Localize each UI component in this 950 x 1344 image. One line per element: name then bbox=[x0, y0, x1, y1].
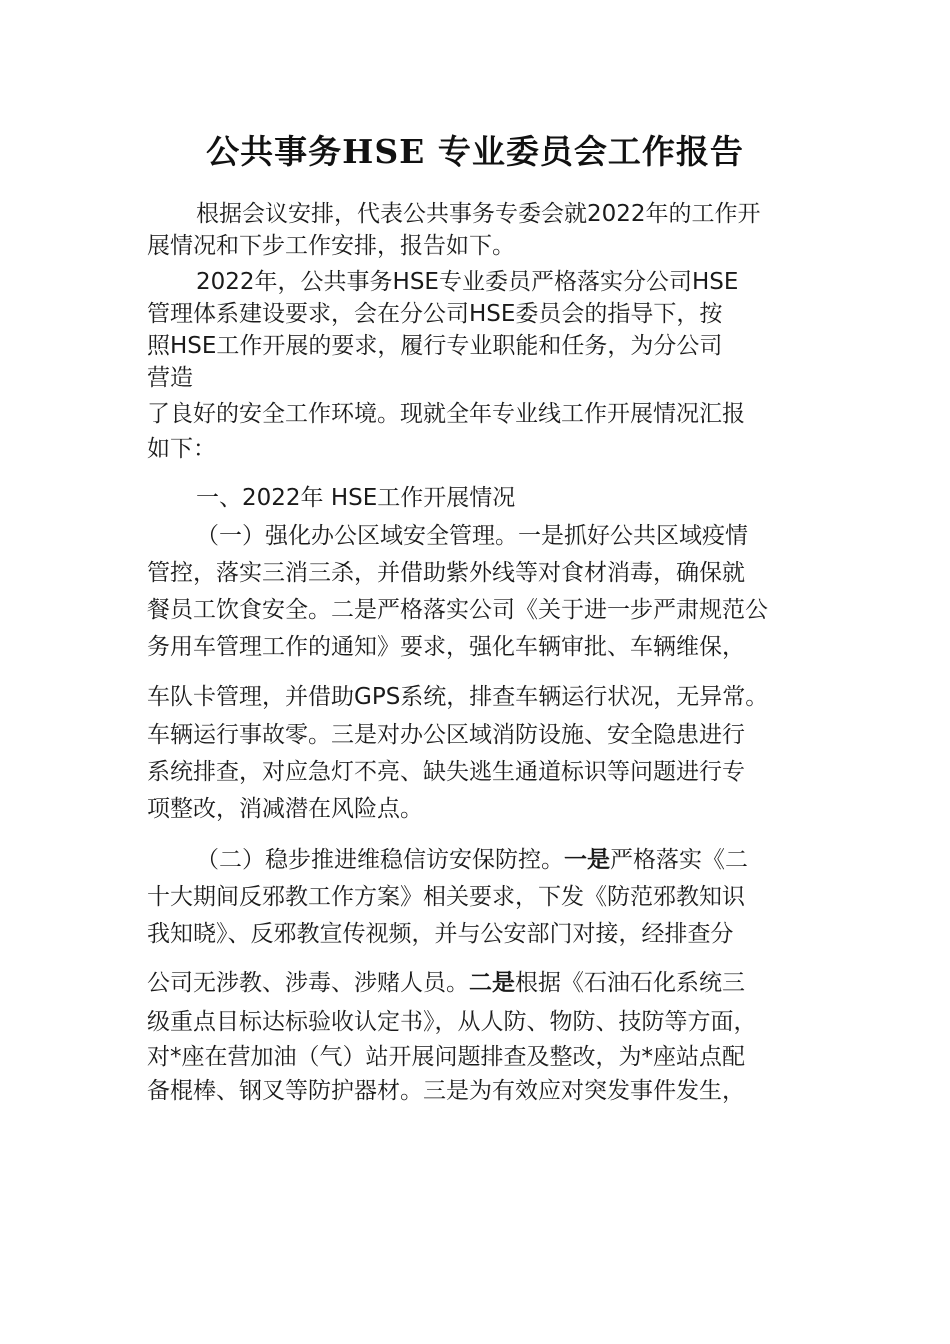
text-run: 严格落实《二 bbox=[610, 847, 748, 873]
text-line: 餐员工饮食安全。二是严格落实公司《关于进一步严肃规范公 bbox=[147, 597, 768, 623]
text-line bbox=[147, 968, 745, 998]
text-line: 了良好的安全工作环境。现就全年专业线工作开展情况汇报 bbox=[147, 401, 745, 427]
text-line: 我知晓》、反邪教宣传视频，并与公安部门对接，经排查分 bbox=[147, 921, 734, 947]
text-line: 级重点目标达标验收认定书》，从人防、物防、技防等方面， bbox=[147, 1009, 757, 1035]
text-line: 十大期间反邪教工作方案》相关要求，下发《防范邪教知识 bbox=[147, 884, 745, 910]
text-line: 项整改，消减潜在风险点。 bbox=[147, 796, 423, 822]
text-line: 备棍棒、钢叉等防护器材。三是为有效应对突发事件发生， bbox=[147, 1078, 745, 1104]
text-line: 系统排查，对应急灯不亮、缺失逃生通道标识等问题进行专 bbox=[147, 759, 745, 785]
text-line: 车队卡管理，并借助GPS系统，排查车辆运行状况，无异常。 bbox=[147, 684, 769, 710]
bold-run: 一是 bbox=[564, 847, 610, 873]
text-line: 务用车管理工作的通知》要求，强化车辆审批、车辆维保， bbox=[147, 634, 745, 660]
text-line bbox=[196, 845, 748, 875]
document-title: 公共事务HSE 专业委员会工作报告 bbox=[206, 132, 744, 171]
section-heading: 一、2022年 HSE工作开展情况 bbox=[196, 485, 516, 511]
text-line: 管控，落实三消三杀，并借助紫外线等对食材消毒，确保就 bbox=[147, 560, 745, 586]
text-run: 根据《石油石化系统三 bbox=[515, 970, 745, 996]
text-line: 根据会议安排，代表公共事务专委会就2022年的工作开 bbox=[196, 201, 761, 227]
text-line: 车辆运行事故零。三是对办公区域消防设施、安全隐患进行 bbox=[147, 722, 745, 748]
text-line: 对*座在营加油（气）站开展问题排查及整改，为*座站点配 bbox=[147, 1044, 745, 1070]
text-run: （二）稳步推进维稳信访安保防控。 bbox=[196, 847, 564, 873]
text-line: （一）强化办公区域安全管理。一是抓好公共区域疫情 bbox=[196, 523, 748, 549]
text-line: 照HSE工作开展的要求，履行专业职能和任务，为分公司 bbox=[147, 333, 723, 359]
text-line: 2022年，公共事务HSE专业委员严格落实分公司HSE bbox=[196, 269, 739, 295]
text-run: 公司无涉教、涉毒、涉赌人员。 bbox=[147, 970, 469, 996]
bold-run: 二是 bbox=[469, 970, 515, 996]
text-line: 营造 bbox=[147, 365, 193, 391]
text-line: 展情况和下步工作安排，报告如下。 bbox=[147, 233, 515, 259]
text-line: 管理体系建设要求，会在分公司HSE委员会的指导下，按 bbox=[147, 301, 723, 327]
text-line: 如下： bbox=[147, 436, 216, 462]
